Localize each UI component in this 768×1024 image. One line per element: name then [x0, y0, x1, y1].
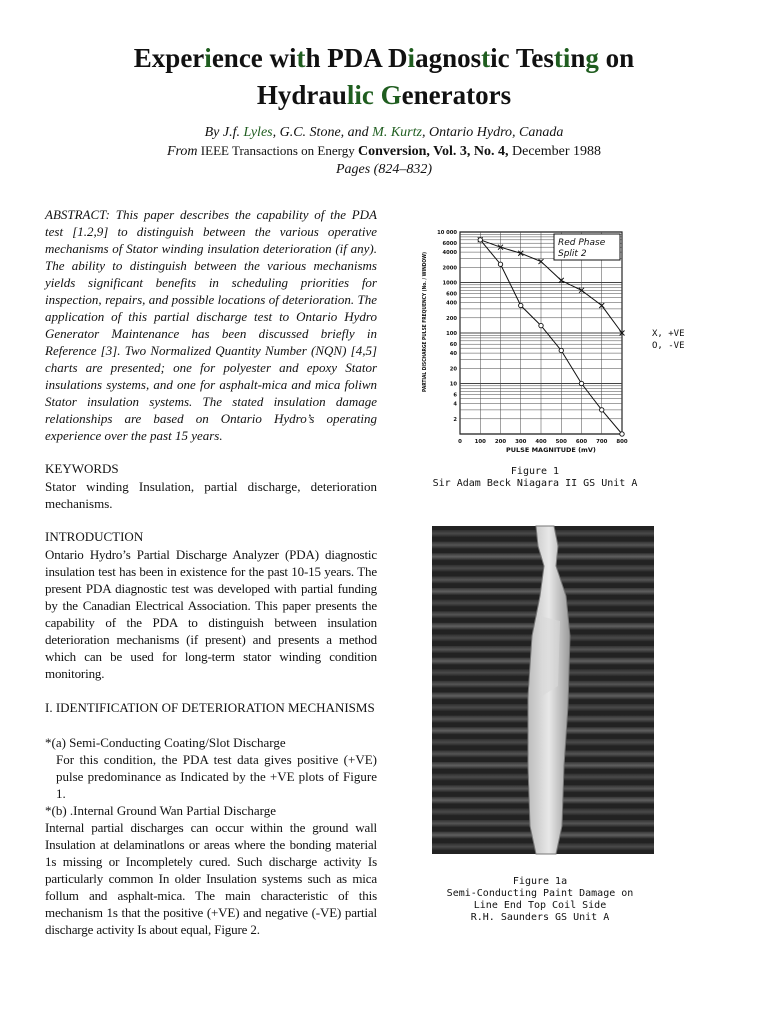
y-tick-label: 6 [453, 392, 457, 399]
legend-entry-positive: X, +VE [652, 329, 685, 339]
y-tick-label: 4000 [442, 250, 457, 257]
data-point-negative [498, 262, 502, 266]
paper-title [0, 40, 768, 114]
y-tick-label: 2 [453, 416, 457, 423]
y-tick-label: 10 000 [437, 230, 457, 236]
y-axis-label-line-1: PARTIAL DISCHARGE PULSE FREQUENCY (No. / WINDOW) [422, 223, 428, 392]
figure-1-caption-text: Sir Adam Beck Niagara II GS Unit A [432, 478, 638, 489]
series-line-negative [480, 240, 622, 434]
y-tick-label: 100 [446, 331, 457, 337]
title-line-2: Hydraulic Generators [256, 80, 512, 110]
keywords-text: Stator winding Insulation, partial discharge, deterioration mechanisms. [45, 479, 377, 511]
data-point-negative [559, 348, 563, 352]
x-tick-label: 0 [458, 439, 462, 445]
y-tick-label: 200 [446, 315, 457, 322]
figure-1a-caption-line-3: R.H. Saunders GS Unit A [470, 912, 610, 923]
data-point-negative [620, 432, 624, 436]
title-line-1: Experience with PDA Diagnostic Testing on [133, 43, 635, 73]
x-tick-label: 600 [575, 439, 588, 445]
chart-title-line-2: Split 2 [558, 249, 587, 259]
subsection-a-heading: *(a) Semi-Conducting Coating/Slot Discharge [45, 735, 286, 750]
x-tick-label: 400 [535, 439, 547, 445]
byline [0, 124, 768, 179]
subsection-a-text: For this condition, the PDA test data gives positive (+VE) pulse predominance as Indicated by the +VE plots of Figure 1. [56, 752, 377, 801]
introduction-heading: INTRODUCTION [45, 529, 144, 544]
x-tick-label: 200 [494, 439, 507, 445]
source-line: From IEEE Transactions on Energy Conversion, Vol. 3, No. 4, December 1988 [166, 143, 602, 159]
abstract: ABSTRACT: This paper describes the capability of the PDA test [1.2,9] to distinguish between the various operative mechanisms of Stator winding insulation deterioration (if any). The ability to distinguish between the various mechanisms yields significant benefits in scheduling priorities for inspection, repairs, and possible locations of deterioration. The application of this partial discharge test to Ontario Hydro Generator Maintenance has been discussed briefly in Reference [3]. Two Normalized Quantity Number (NQN) [4,5] charts are presented; one for polyester and epoxy Stator insulations systems, and one for asphalt-mica and mica foliwn Stator insulation systems. The stated insulation damage relationships are based on Ontario Hydro’s operating experience over the past 15 years. [45, 207, 377, 443]
figure-1a-label: Figure 1a [512, 876, 568, 887]
figure-1a-caption-line-2: Line End Top Coil Side [473, 900, 607, 911]
x-axis-label: PULSE MAGNITUDE (mV) [506, 446, 596, 454]
figure-1-caption [420, 466, 650, 490]
y-tick-label: 6000 [442, 241, 457, 248]
x-tick-label: 500 [555, 439, 567, 445]
y-tick-label: 4 [453, 401, 457, 408]
x-tick-label: 700 [596, 439, 608, 445]
subsection-b-text: Internal partial discharges can occur within the ground wall Insulation at delaminatlons or areas where the bonding material 1s missing or Incompletely cured. Such discharge activity Is particularly common In older Insulation systems such as mica follum and asphalt-mica. The main characteristic of this mechanism 1s that the positive (+VE) and negative (-VE) partial discharge activity Is about equal, Figure 2. [45, 820, 377, 937]
y-tick-label: 2000 [442, 265, 457, 272]
figure-1a-photo [432, 526, 654, 854]
figure-1-label: Figure 1 [510, 466, 560, 477]
data-point-negative [600, 408, 604, 412]
x-tick-label: 800 [616, 439, 628, 445]
chart-legend-box [554, 234, 620, 260]
introduction-text: Ontario Hydro’s Partial Discharge Analyzer (PDA) diagnostic insulation test has been in existence for the past 10-15 years. The present PDA diagnostic test was developed with partial funding by the Canadian Electrical Association. This paper presents the capability of the PDA to distinguish between insulation deterioration mechanisms (if present) and presents a method which can be used for long-term stator winding condition monitoring. [45, 547, 377, 681]
x-tick-label: 300 [515, 439, 527, 445]
y-tick-label: 10 [449, 381, 457, 388]
data-point-negative [579, 381, 583, 385]
pages: Pages (824–832) [335, 162, 433, 177]
authors: By J.f. Lyles, G.C. Stone, and M. Kurtz, Ontario Hydro, Canada [204, 125, 564, 140]
coil-photo-graphic [432, 526, 654, 854]
x-tick-label: 100 [474, 439, 486, 445]
subsection-b-heading: *(b) .Internal Ground Wan Partial Discharge [45, 803, 276, 818]
y-tick-label: 20 [449, 366, 457, 373]
figure-1a-caption-line-1: Semi-Conducting Paint Damage on [446, 888, 634, 899]
figure-1-chart [414, 222, 685, 458]
keywords-heading: KEYWORDS [45, 461, 119, 476]
data-point-negative [478, 238, 482, 242]
chart-title-line-1: Red Phase [558, 238, 606, 248]
y-tick-label: 600 [446, 291, 457, 298]
data-point-negative [519, 303, 523, 307]
data-point-negative [539, 323, 543, 327]
y-tick-label: 1000 [442, 280, 457, 287]
y-tick-label: 400 [446, 300, 457, 307]
y-tick-label: 60 [449, 342, 457, 349]
figure-1a-caption [430, 876, 650, 924]
legend-entry-negative: O, -VE [652, 341, 685, 351]
y-tick-label: 40 [449, 351, 457, 358]
section-1-heading: I. IDENTIFICATION OF DETERIORATION MECHANISMS [45, 700, 375, 715]
